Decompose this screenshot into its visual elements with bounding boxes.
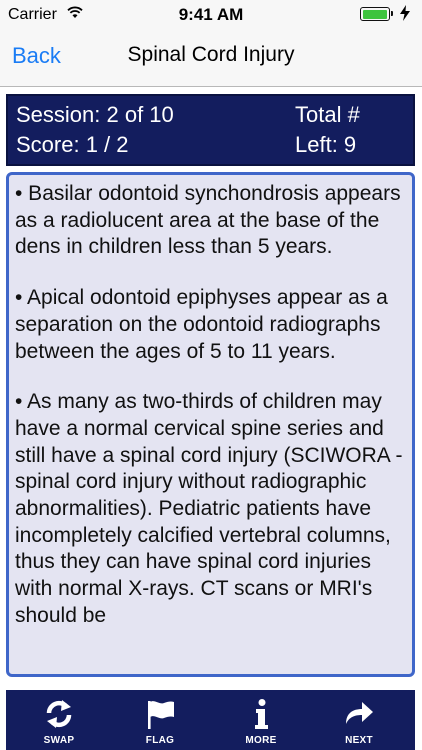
left-counter: Left: 9	[295, 132, 357, 157]
navigation-bar	[0, 28, 422, 87]
question-content[interactable]	[6, 172, 415, 677]
back-button[interactable]: Back	[12, 43, 61, 68]
swap-button[interactable]	[9, 690, 109, 750]
swap-icon	[43, 698, 75, 730]
more-info-button[interactable]	[211, 690, 311, 750]
next-button[interactable]	[309, 690, 409, 750]
session-counter: Session: 2 of 10	[16, 102, 174, 127]
more-label: MORE	[245, 735, 277, 746]
info-icon	[245, 698, 277, 730]
status-bar	[0, 0, 422, 28]
session-panel	[6, 94, 415, 166]
next-arrow-icon	[343, 698, 375, 730]
content-paragraph: • As many as two-thirds of children may have a normal cervical spine series and still have a spinal cord injury (SCIWORA - spinal cord injury without radiographic abnormalities). Pediatric patients have incompletely calcified vertebral columns, thus they can have spinal cord injuries with normal X-rays. CT scans or MRI's should be	[15, 390, 403, 627]
next-label: NEXT	[345, 735, 373, 746]
bottom-toolbar	[6, 690, 415, 750]
total-label: Total #	[295, 102, 360, 127]
battery-icon	[360, 7, 390, 21]
charging-bolt-icon	[398, 4, 412, 22]
page-title: Spinal Cord Injury	[127, 43, 295, 66]
status-time: 9:41 AM	[178, 5, 244, 24]
swap-label: SWAP	[43, 735, 75, 746]
content-paragraph: • Basilar odontoid synchondrosis appears as a radiolucent area at the base of the dens in children less than 5 years.	[15, 182, 401, 259]
flag-button[interactable]	[110, 690, 210, 750]
flag-icon	[144, 698, 176, 730]
carrier-label: Carrier	[8, 6, 57, 23]
content-paragraph: • Apical odontoid epiphyses appear as a separation on the odontoid radiographs between the ages of 5 to 11 years.	[15, 286, 388, 363]
score-counter: Score: 1 / 2	[16, 132, 129, 157]
flag-label: FLAG	[145, 735, 175, 746]
